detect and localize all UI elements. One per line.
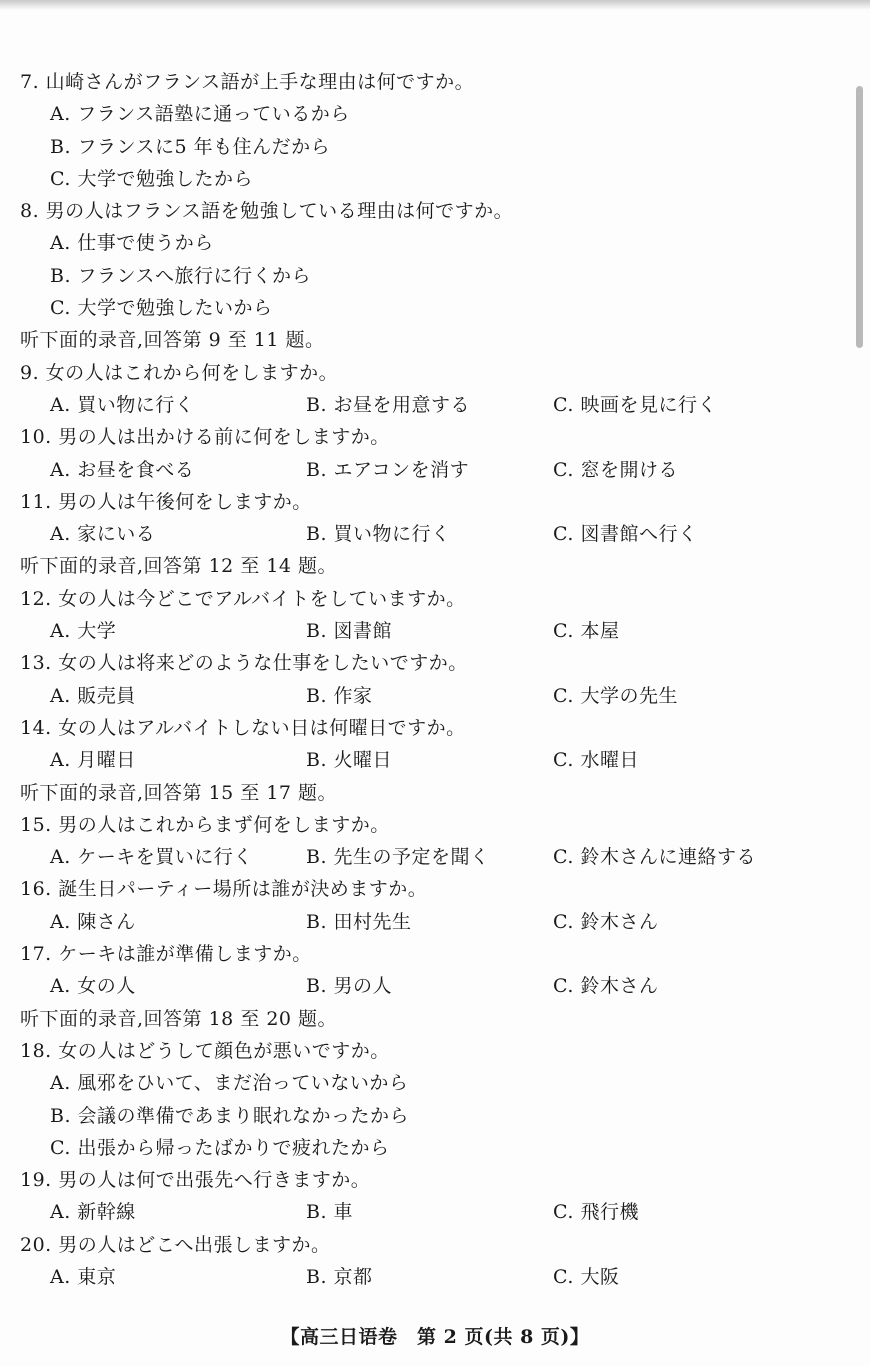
q14-option-b: B. 火曜日 <box>306 749 393 772</box>
q19-option-b: B. 車 <box>306 1201 354 1224</box>
q14-option-c: C. 水曜日 <box>553 749 639 772</box>
exam-page <box>0 66 870 1293</box>
question-13: 13. 女の人は将来どのような仕事をしたいですか。 <box>20 652 468 675</box>
q20-option-a: A. 東京 <box>50 1265 117 1288</box>
q14-option-a: A. 月曜日 <box>50 749 136 772</box>
question-17: 17. ケーキは誰が準備しますか。 <box>20 943 312 966</box>
q9-option-a: A. 買い物に行く <box>50 393 195 416</box>
page-footer: 【高三日语卷 第 2 页(共 8 页)】 <box>280 1326 590 1348</box>
q12-option-b: B. 図書館 <box>306 620 393 643</box>
q12-options <box>0 615 870 647</box>
q16-option-a: A. 陳さん <box>50 910 136 933</box>
question-19: 19. 男の人は何で出張先へ行きますか。 <box>20 1169 371 1192</box>
q17-option-a: A. 女の人 <box>50 975 136 998</box>
q8-option-b: B. フランスへ旅行に行くから <box>50 264 311 287</box>
instruction-18-20: 听下面的录音,回答第 18 至 20 题。 <box>20 1007 338 1030</box>
question-11: 11. 男の人は午後何をしますか。 <box>20 490 312 513</box>
q10-options <box>0 454 870 486</box>
q16-option-c: C. 鈴木さん <box>553 910 659 933</box>
q8-option-a: A. 仕事で使うから <box>50 232 214 255</box>
q13-option-a: A. 販売員 <box>50 684 136 707</box>
q9-option-c: C. 映画を見に行く <box>553 393 717 416</box>
q14-options <box>0 744 870 776</box>
q16-options <box>0 906 870 938</box>
q7-option-c: C. 大学で勉強したから <box>50 167 253 190</box>
q17-option-c: C. 鈴木さん <box>553 975 659 998</box>
instruction-12-14: 听下面的录音,回答第 12 至 14 题。 <box>20 555 338 578</box>
q7-option-a: A. フランス語塾に通っているから <box>50 103 350 126</box>
question-9: 9. 女の人はこれから何をしますか。 <box>20 361 339 384</box>
q9-options <box>0 389 870 421</box>
q13-option-b: B. 作家 <box>306 684 373 707</box>
q15-option-b: B. 先生の予定を聞く <box>306 846 490 869</box>
q19-options <box>0 1196 870 1228</box>
q16-option-b: B. 田村先生 <box>306 910 412 933</box>
q11-option-a: A. 家にいる <box>50 523 156 546</box>
question-18: 18. 女の人はどうして顔色が悪いですか。 <box>20 1039 390 1062</box>
q20-options <box>0 1261 870 1293</box>
question-20: 20. 男の人はどこへ出張しますか。 <box>20 1233 331 1256</box>
instruction-9-11: 听下面的录音,回答第 9 至 11 题。 <box>20 329 325 352</box>
q15-option-c: C. 鈴木さんに連絡する <box>553 846 756 869</box>
q13-options <box>0 680 870 712</box>
q9-option-b: B. お昼を用意する <box>306 393 471 416</box>
q17-options <box>0 970 870 1002</box>
question-16: 16. 誕生日パーティー場所は誰が決めますか。 <box>20 878 428 901</box>
q15-options <box>0 841 870 873</box>
q19-option-c: C. 飛行機 <box>553 1201 639 1224</box>
q15-option-a: A. ケーキを買いに行く <box>50 846 253 869</box>
question-14: 14. 女の人はアルバイトしない日は何曜日ですか。 <box>20 716 466 739</box>
q10-option-b: B. エアコンを消す <box>306 458 470 481</box>
q18-option-b: B. 会議の準備であまり眠れなかったから <box>50 1104 410 1127</box>
q7-option-b: B. フランスに5 年も住んだから <box>50 135 331 158</box>
q11-option-c: C. 図書館へ行く <box>553 523 698 546</box>
q13-option-c: C. 大学の先生 <box>553 684 678 707</box>
q12-option-c: C. 本屋 <box>553 620 620 643</box>
q17-option-b: B. 男の人 <box>306 975 393 998</box>
q11-options <box>0 518 870 550</box>
top-shadow <box>0 0 870 10</box>
instruction-15-17: 听下面的录音,回答第 15 至 17 题。 <box>20 781 338 804</box>
q8-option-c: C. 大学で勉強したいから <box>50 297 273 320</box>
q12-option-a: A. 大学 <box>50 620 117 643</box>
q18-option-c: C. 出張から帰ったばかりで疲れたから <box>50 1136 390 1159</box>
q10-option-c: C. 窓を開ける <box>553 458 678 481</box>
question-8: 8. 男の人はフランス語を勉強している理由は何ですか。 <box>20 200 514 223</box>
question-7: 7. 山崎さんがフランス語が上手な理由は何ですか。 <box>20 71 475 93</box>
question-10: 10. 男の人は出かける前に何をしますか。 <box>20 426 390 449</box>
q20-option-c: C. 大阪 <box>553 1265 620 1288</box>
q11-option-b: B. 買い物に行く <box>306 523 451 546</box>
q18-option-a: A. 風邪をひいて、まだ治っていないから <box>50 1072 409 1095</box>
q10-option-a: A. お昼を食べる <box>50 458 195 481</box>
question-15: 15. 男の人はこれからまず何をしますか。 <box>20 813 390 836</box>
question-12: 12. 女の人は今どこでアルバイトをしていますか。 <box>20 587 466 610</box>
q20-option-b: B. 京都 <box>306 1265 373 1288</box>
q19-option-a: A. 新幹線 <box>50 1201 136 1224</box>
